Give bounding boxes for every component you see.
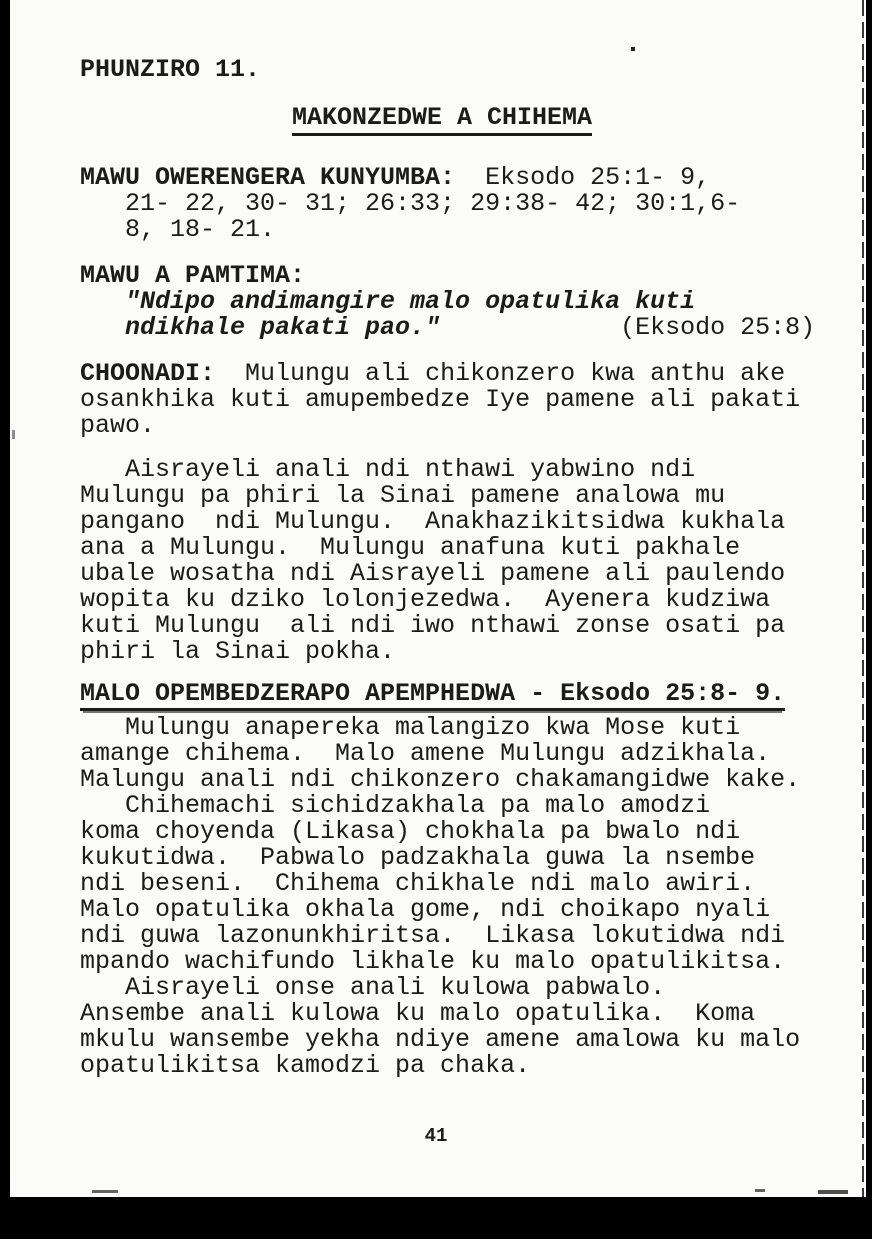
page-content: [80, 0, 816, 1080]
section-heading-row: [80, 681, 804, 711]
page-number: 41: [424, 1125, 448, 1147]
truth-paragraph: osankhika kuti amupembedze Iye pamene ali pakati pawo.: [80, 385, 801, 440]
lesson-number: PHUNZIRO 11.: [80, 55, 261, 84]
memory-verse-section: [80, 261, 816, 342]
page-title: MAKONZEDWE A CHIHEMA: [292, 105, 592, 136]
home-reading-references: Eksodo 25:1- 9,: [455, 163, 711, 192]
home-reading-first-line: [80, 165, 804, 191]
truth-first-line: [80, 361, 804, 387]
section-heading: MALO OPEMBEDZERAPO APEMPHEDWA - Eksodo 25:8- 9.: [80, 681, 785, 711]
home-reading-label: MAWU OWERENGERA KUNYUMBA:: [80, 163, 456, 192]
paragraph-chihema: Chihemachi sichidzakhala pa malo amodzi koma choyenda (Likasa) chokhala pa bwalo ndi kukutidwa. Pabwalo padzakhala guwa la nsembe ndi beseni. Chihema chikhale ndi malo awiri. Malo opatulika okhala gome, ndi choikapo nyali ndi guwa lazonunkhiritsa. Likasa lokutidwa ndi mpando wachifundo likhale ku malo opatulikitsa.: [80, 791, 786, 976]
paragraph-sinai: Aisrayeli anali ndi nthawi yabwino ndi Mulungu pa phiri la Sinai pamene analowa mu pangano ndi Mulungu. Anakhazikitsidwa kukhala ana a Mulungu. Mulungu anafuna kuti pakhale ubale wosatha ndi Aisrayeli pamene ali paulendo wopita ku dziko lolonjezedwa. Ayenera kudziwa kuti Mulungu ali ndi iwo nthawi zonse osati pa phiri la Sinai pokha.: [80, 455, 786, 666]
title-row: [80, 105, 804, 136]
paragraph-mose: Mulungu anapereka malangizo kwa Mose kuti amange chihema. Malo amene Mulungu adzikhala. Malungu anali ndi chikonzero chakamangidwe kake.: [80, 713, 801, 794]
scan-border-right: [866, 0, 872, 1239]
scan-speck: [755, 1189, 765, 1192]
paragraph-kulowa: Aisrayeli onse anali kulowa pabwalo. Ansembe anali kulowa ku malo opatulika. Koma mkulu wansembe yekha ndiye amene amalowa ku malo opatulikitsa kamodzi pa chaka.: [80, 973, 801, 1080]
home-reading-references-continued: 21- 22, 30- 31; 26:33; 29:38- 42; 30:1,6- 8, 18- 21.: [125, 189, 741, 244]
scan-border-left: [0, 0, 10, 1239]
scan-border-bottom: [0, 1197, 872, 1239]
scan-speck: [92, 1190, 118, 1193]
truth-section: [80, 361, 804, 439]
scan-edge-hairline: [862, 0, 864, 1197]
scan-speck: [818, 1190, 848, 1194]
memory-verse-quote-end: ndikhale pakati pao.": [80, 313, 441, 342]
scan-speck: [631, 47, 635, 51]
scan-speck: [12, 430, 15, 439]
home-reading-section: [80, 165, 804, 243]
truth-label: CHOONADI:: [80, 359, 216, 388]
memory-verse-quote-line1: "Ndipo andimangire malo opatulika kuti: [80, 287, 696, 316]
memory-verse-label: MAWU A PAMTIMA:: [80, 261, 306, 290]
memory-verse-quote-line2: [80, 313, 816, 342]
truth-first-line-text: Mulungu ali chikonzero kwa anthu ake: [215, 359, 786, 388]
memory-verse-reference: (Eksodo 25:8): [440, 313, 816, 342]
